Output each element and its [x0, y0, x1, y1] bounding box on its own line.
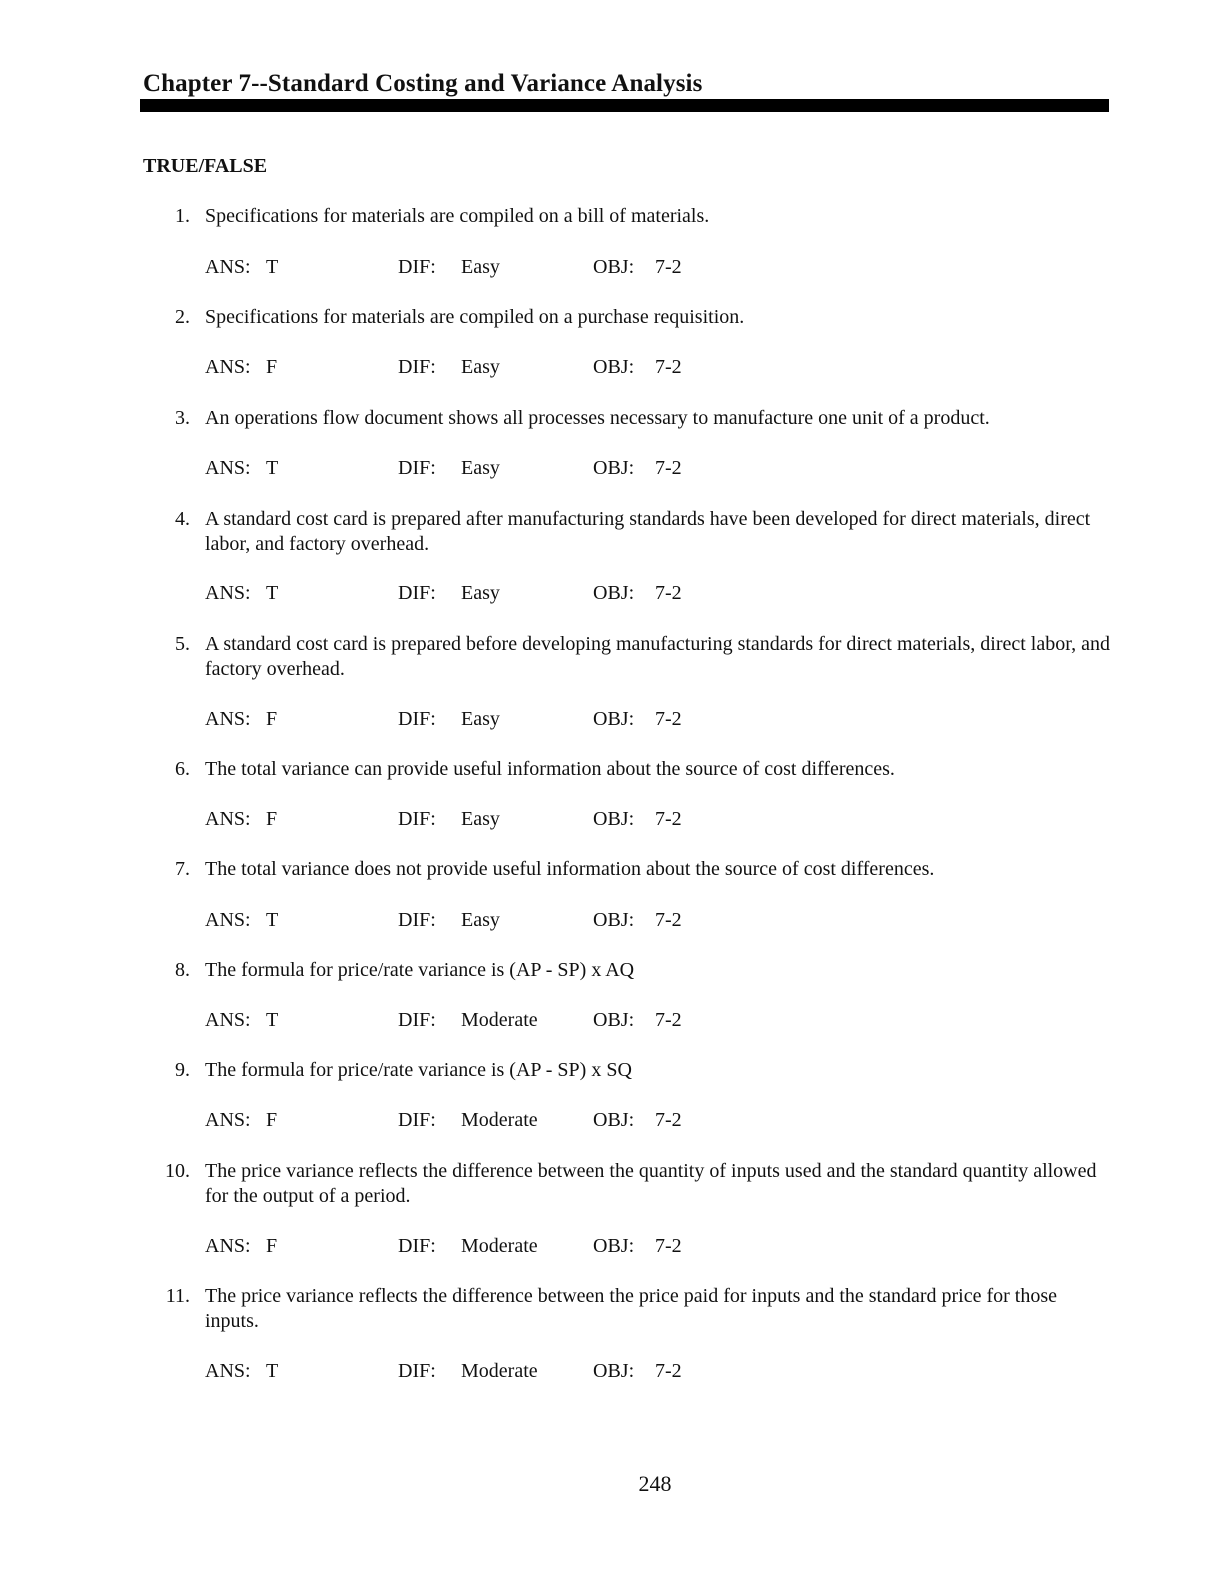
ans-label: ANS: — [205, 1360, 251, 1382]
ans-value: T — [266, 909, 279, 931]
answer-row — [0, 1108, 1224, 1133]
answer-row — [0, 581, 1224, 606]
ans-label: ANS: — [205, 909, 251, 931]
answer-row — [0, 456, 1224, 481]
dif-value: Easy — [461, 708, 500, 730]
question-number: 11. — [165, 1285, 190, 1307]
obj-value: 7-2 — [655, 457, 682, 479]
answer-row — [0, 1008, 1224, 1033]
ans-label: ANS: — [205, 356, 251, 378]
obj-value: 7-2 — [655, 808, 682, 830]
obj-value: 7-2 — [655, 1109, 682, 1131]
question-text: An operations flow document shows all processes necessary to manufacture one unit of a product. — [205, 407, 990, 429]
ans-value: F — [266, 1235, 278, 1257]
obj-label: OBJ: — [593, 909, 635, 931]
answer-row — [0, 707, 1224, 732]
dif-label: DIF: — [398, 909, 436, 931]
obj-value: 7-2 — [655, 582, 682, 604]
ans-label: ANS: — [205, 708, 251, 730]
answer-row — [0, 355, 1224, 380]
obj-label: OBJ: — [593, 256, 635, 278]
dif-value: Easy — [461, 909, 500, 931]
chapter-title: Chapter 7--Standard Costing and Variance Analysis — [143, 70, 703, 97]
dif-value: Moderate — [461, 1360, 538, 1382]
question-text: The total variance does not provide useful information about the source of cost differences. — [205, 858, 935, 880]
ans-value: T — [266, 457, 279, 479]
obj-value: 7-2 — [655, 708, 682, 730]
question-number: 2. — [175, 306, 190, 328]
answer-row — [0, 1234, 1224, 1259]
dif-label: DIF: — [398, 1109, 436, 1131]
dif-label: DIF: — [398, 582, 436, 604]
question-text: A standard cost card is prepared after manufacturing standards have been developed for direct materials, direct labor, and factory overhead. — [205, 508, 1091, 555]
dif-value: Easy — [461, 457, 500, 479]
dif-label: DIF: — [398, 256, 436, 278]
answer-row — [0, 1359, 1224, 1384]
question-number: 3. — [175, 407, 190, 429]
obj-label: OBJ: — [593, 708, 635, 730]
dif-label: DIF: — [398, 1009, 436, 1031]
ans-value: T — [266, 1360, 279, 1382]
question-text: The total variance can provide useful information about the source of cost differences. — [205, 758, 895, 780]
dif-value: Easy — [461, 256, 500, 278]
ans-value: T — [266, 256, 279, 278]
obj-value: 7-2 — [655, 1235, 682, 1257]
dif-value: Moderate — [461, 1009, 538, 1031]
dif-value: Moderate — [461, 1235, 538, 1257]
question-text: The price variance reflects the difference between the quantity of inputs used and the standard quantity allowed for the output of a period. — [205, 1160, 1097, 1207]
answer-row — [0, 255, 1224, 280]
question-text: The price variance reflects the difference between the price paid for inputs and the standard price for those inputs. — [205, 1285, 1058, 1332]
question-number: 9. — [175, 1059, 190, 1081]
dif-label: DIF: — [398, 1235, 436, 1257]
question-text: Specifications for materials are compiled on a purchase requisition. — [205, 306, 745, 328]
dif-value: Easy — [461, 356, 500, 378]
answer-row — [0, 807, 1224, 832]
obj-label: OBJ: — [593, 1109, 635, 1131]
ans-label: ANS: — [205, 808, 251, 830]
obj-label: OBJ: — [593, 457, 635, 479]
question-number: 1. — [175, 205, 190, 227]
question-text: The formula for price/rate variance is (AP - SP) x AQ — [205, 959, 635, 981]
ans-label: ANS: — [205, 1009, 251, 1031]
obj-value: 7-2 — [655, 1009, 682, 1031]
ans-label: ANS: — [205, 582, 251, 604]
obj-label: OBJ: — [593, 582, 635, 604]
question-text: A standard cost card is prepared before developing manufacturing standards for direct materials, direct labor, and factory overhead. — [205, 633, 1110, 680]
ans-value: F — [266, 808, 278, 830]
question-text: The formula for price/rate variance is (AP - SP) x SQ — [205, 1059, 632, 1081]
question-number: 8. — [175, 959, 190, 981]
ans-label: ANS: — [205, 256, 251, 278]
dif-value: Moderate — [461, 1109, 538, 1131]
ans-value: F — [266, 708, 278, 730]
question-number: 6. — [175, 758, 190, 780]
obj-label: OBJ: — [593, 808, 635, 830]
obj-label: OBJ: — [593, 356, 635, 378]
obj-label: OBJ: — [593, 1235, 635, 1257]
question-number: 10. — [165, 1160, 190, 1182]
answer-row — [0, 908, 1224, 933]
dif-label: DIF: — [398, 356, 436, 378]
ans-value: T — [266, 582, 279, 604]
ans-value: F — [266, 356, 278, 378]
page-number: 248 — [638, 1471, 672, 1496]
dif-value: Easy — [461, 582, 500, 604]
obj-value: 7-2 — [655, 256, 682, 278]
obj-label: OBJ: — [593, 1009, 635, 1031]
section-heading: TRUE/FALSE — [143, 155, 268, 177]
ans-value: T — [266, 1009, 279, 1031]
ans-label: ANS: — [205, 1109, 251, 1131]
ans-label: ANS: — [205, 457, 251, 479]
dif-value: Easy — [461, 808, 500, 830]
question-number: 5. — [175, 633, 190, 655]
ans-value: F — [266, 1109, 278, 1131]
dif-label: DIF: — [398, 457, 436, 479]
ans-label: ANS: — [205, 1235, 251, 1257]
dif-label: DIF: — [398, 708, 436, 730]
obj-label: OBJ: — [593, 1360, 635, 1382]
obj-value: 7-2 — [655, 909, 682, 931]
obj-value: 7-2 — [655, 1360, 682, 1382]
title-rule — [140, 99, 1109, 112]
dif-label: DIF: — [398, 1360, 436, 1382]
question-number: 7. — [175, 858, 190, 880]
obj-value: 7-2 — [655, 356, 682, 378]
question-number: 4. — [175, 508, 190, 530]
dif-label: DIF: — [398, 808, 436, 830]
question-text: Specifications for materials are compiled on a bill of materials. — [205, 205, 710, 227]
